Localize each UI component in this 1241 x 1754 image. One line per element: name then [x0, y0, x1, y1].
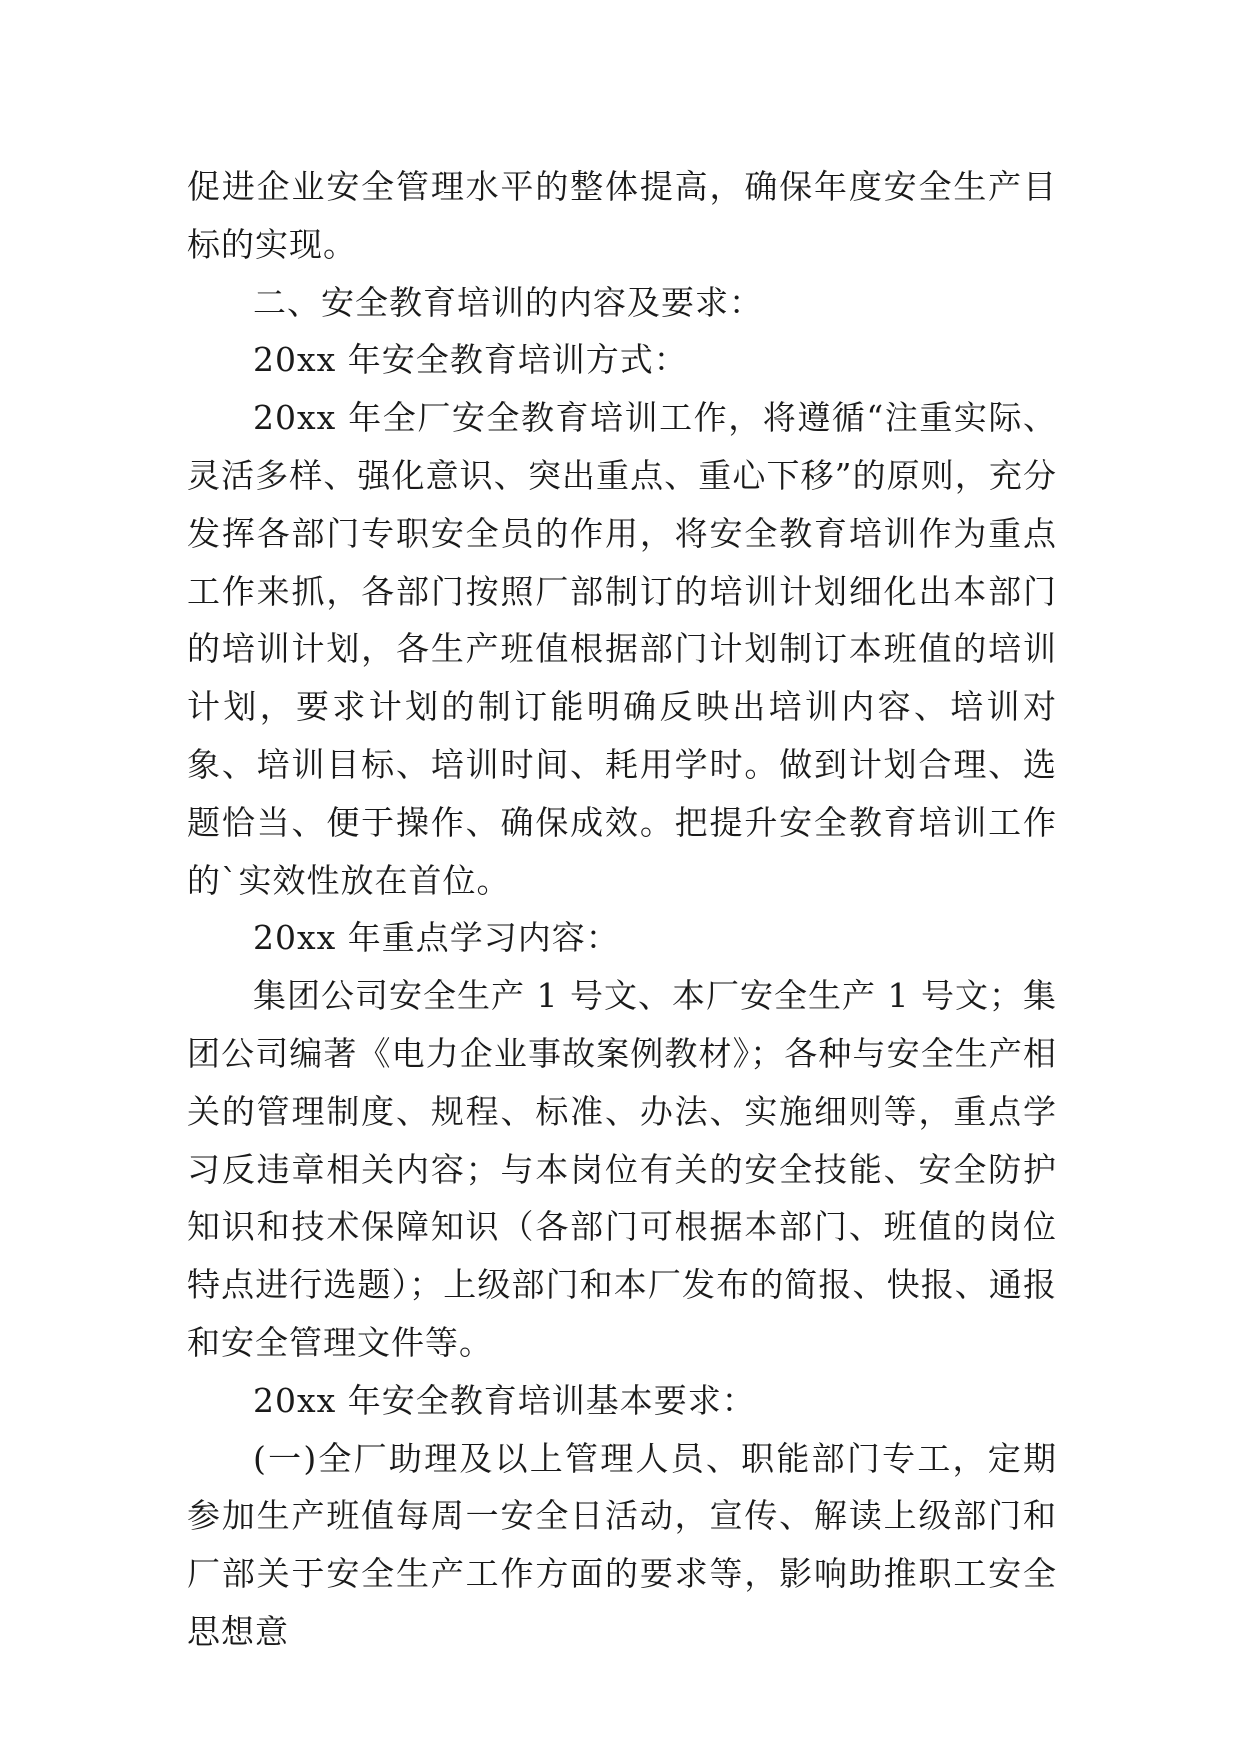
paragraph-continuation: 促进企业安全管理水平的整体提高，确保年度安全生产目标的实现。 — [187, 167, 1057, 264]
paragraph-requirement-one: (一)全厂助理及以上管理人员、职能部门专工，定期参加生产班值每周一安全日活动，宣传、解读上级部门和厂部关于安全生产工作方面的要求等，影响助推职工安全思想意 — [187, 1438, 1057, 1651]
subheading-basic-requirements: 20xx 年安全教育培训基本要求： — [253, 1380, 756, 1420]
paragraph-training-method: 20xx 年全厂安全教育培训工作，将遵循“注重实际、灵活多样、强化意识、突出重点、重心下移”的原则，充分发挥各部门专职安全员的作用，将安全教育培训作为重点工作来抓，各部门按照厂部制订的培训计划细化出本部门的培训计划，各生产班值根据部门计划制订本班值的培训计划，要求计划的制订能明确反映出培训内容、培训对象、培训目标、培训时间、耗用学时。做到计划合理、选题恰当、便于操作、确保成效。把提升安全教育培训工作的`实效性放在首位。 — [187, 398, 1057, 900]
subheading-training-method: 20xx 年安全教育培训方式： — [253, 340, 688, 380]
subheading-key-learning: 20xx 年重点学习内容： — [253, 918, 620, 958]
document-body — [187, 158, 1057, 1661]
paragraph-key-learning: 集团公司安全生产 1 号文、本厂安全生产 1 号文；集团公司编著《电力企业事故案例教材》；各种与安全生产相关的管理制度、规程、标准、办法、实施细则等，重点学习反违章相关内容；与本岗位有关的安全技能、安全防护知识和技术保障知识（各部门可根据本部门、班值的岗位特点进行选题）；上级部门和本厂发布的简报、快报、通报和安全管理文件等。 — [187, 976, 1057, 1362]
section-heading-content-requirements: 二、安全教育培训的内容及要求： — [253, 282, 763, 322]
